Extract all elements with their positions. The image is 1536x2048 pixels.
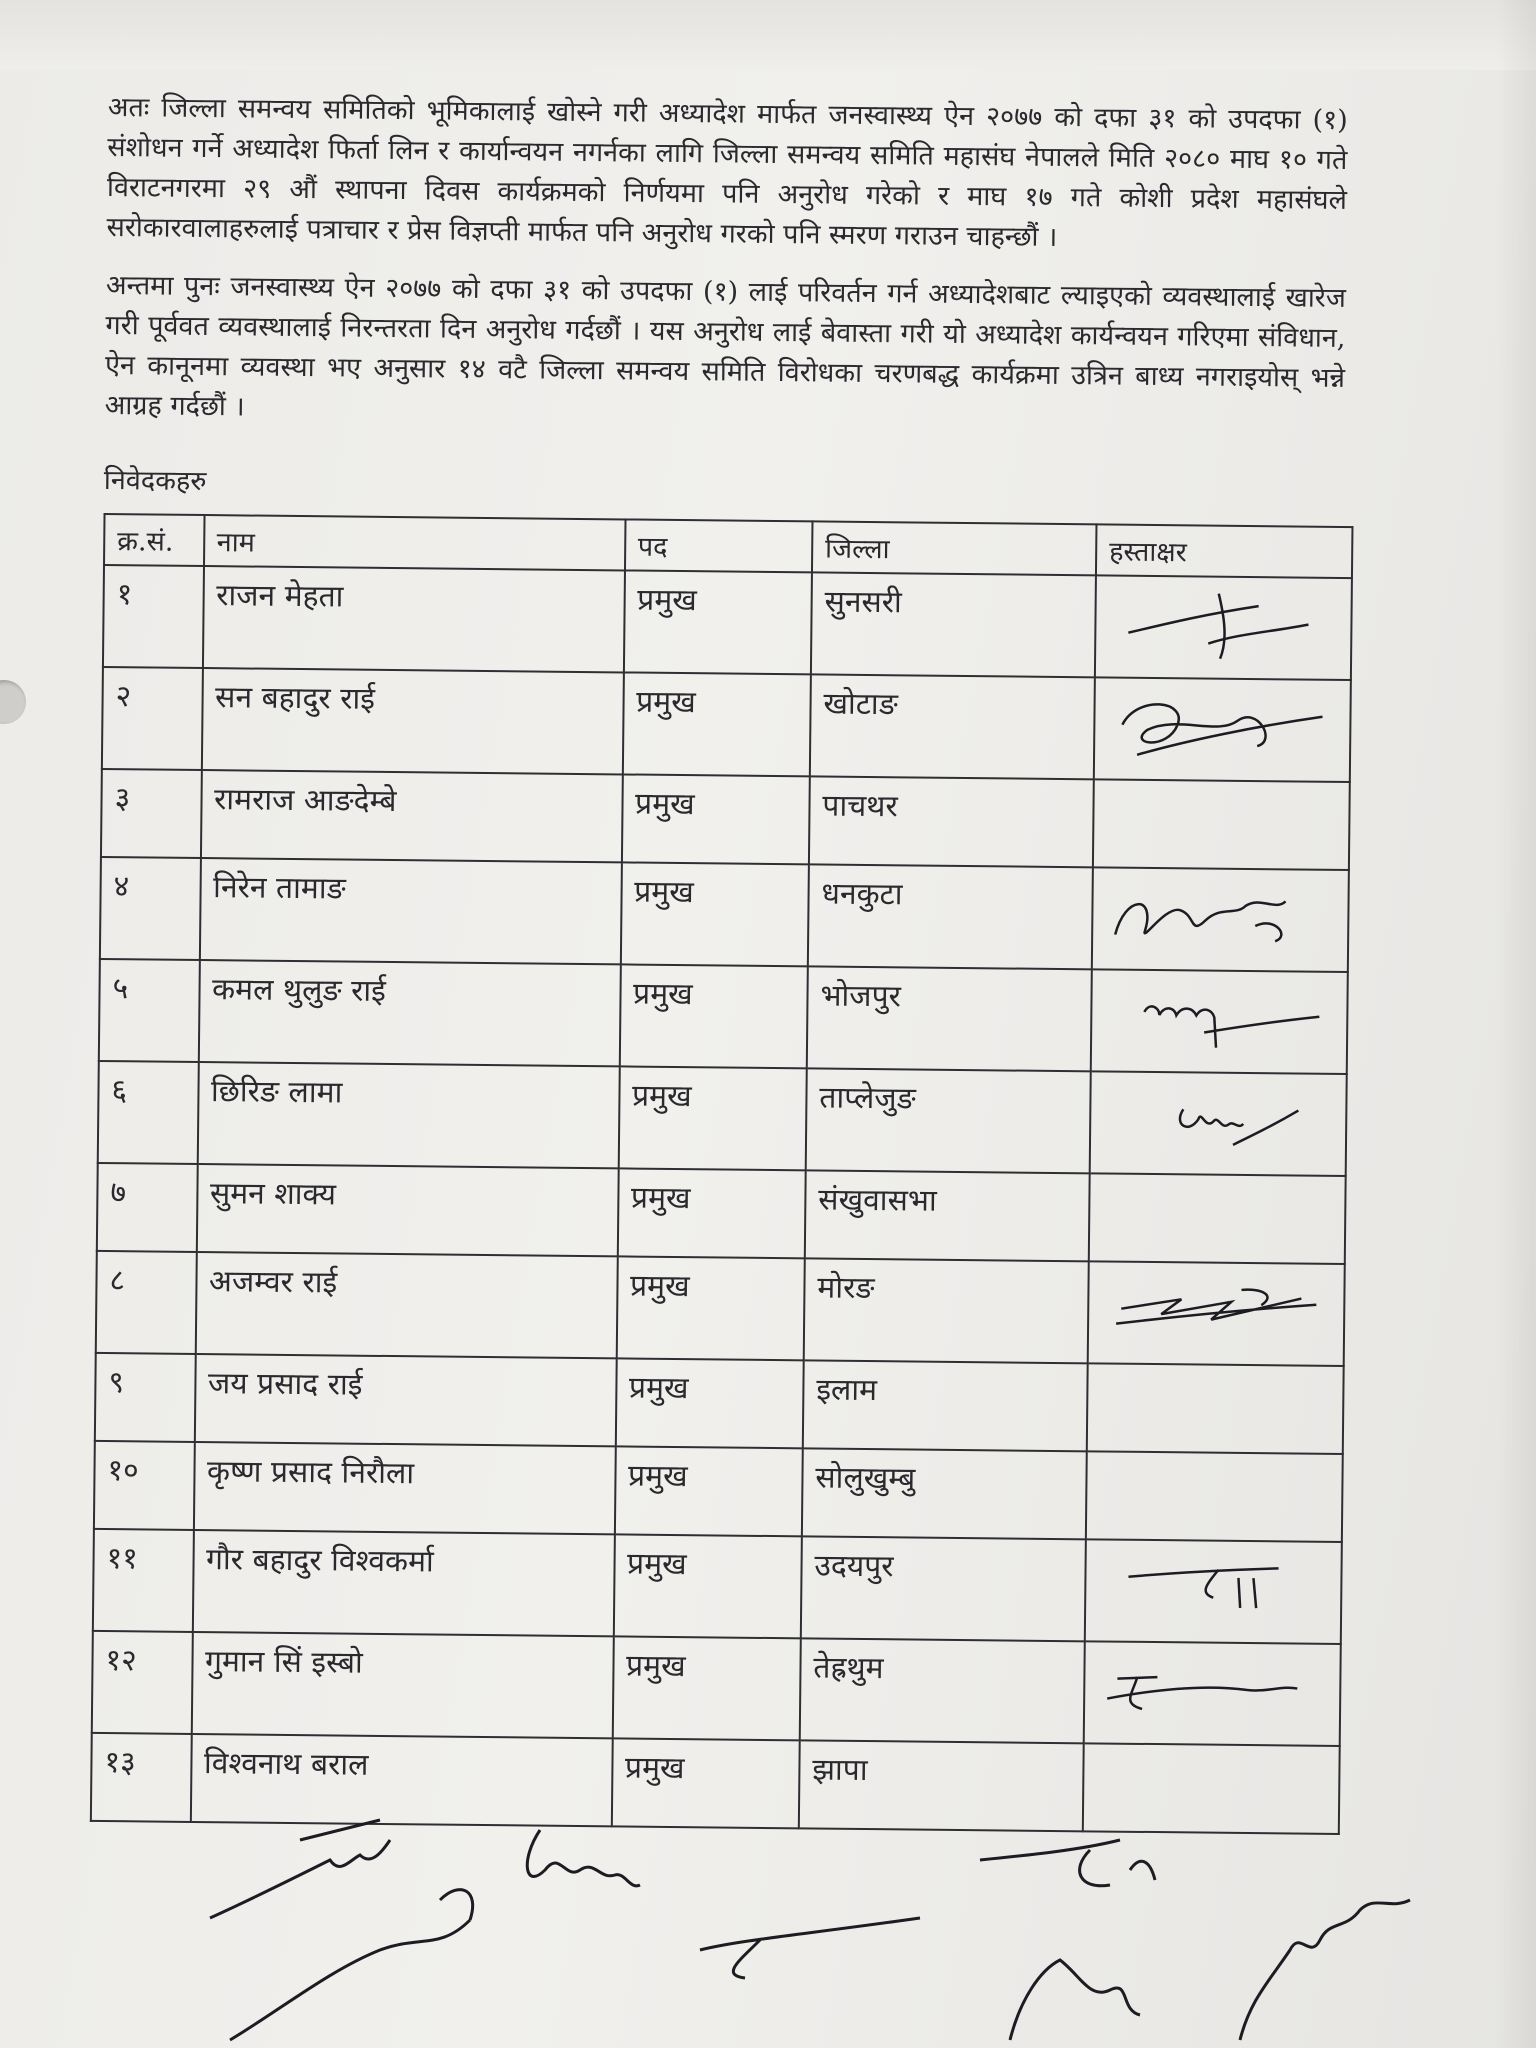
header-signature: हस्ताक्षर	[1096, 524, 1353, 578]
row-post: प्रमुख	[623, 570, 811, 674]
row-post: प्रमुख	[622, 672, 810, 776]
table-row	[101, 769, 1350, 870]
table-row	[103, 565, 1352, 680]
row-post: प्रमुख	[616, 1256, 804, 1360]
row-post: प्रमुख	[611, 1738, 799, 1828]
row-name: राजन मेहता	[202, 566, 624, 672]
loose-signature	[980, 1840, 1155, 1886]
row-signature	[1086, 1451, 1343, 1542]
row-signature	[1091, 969, 1348, 1074]
table-row	[92, 1631, 1341, 1746]
row-serial: ९	[95, 1353, 195, 1442]
row-post: प्रमुख	[612, 1636, 800, 1740]
signature-mark	[1101, 1268, 1332, 1350]
row-district: पाचथर	[809, 776, 1094, 867]
row-name: कृष्ण प्रसाद निरौला	[193, 1442, 615, 1534]
row-serial: ६	[98, 1061, 199, 1164]
row-name: रामराज आङदेम्बे	[200, 770, 622, 862]
row-serial: ३	[101, 769, 201, 858]
signature-mark	[1108, 583, 1339, 665]
signatories-table	[90, 513, 1354, 1835]
table-row	[94, 1441, 1343, 1542]
row-name: गौर बहादुर विश्वकर्मा	[192, 1530, 614, 1636]
signature-mark	[1105, 874, 1336, 956]
header-serial: क्र.सं.	[104, 514, 204, 566]
row-signature	[1088, 1261, 1345, 1366]
row-name: जय प्रसाद राई	[194, 1354, 616, 1446]
loose-signature	[700, 1918, 920, 1978]
row-serial: २	[102, 667, 203, 770]
signature-mark	[1098, 1546, 1329, 1628]
row-serial: १०	[94, 1441, 194, 1530]
row-district: धनकुटा	[808, 864, 1093, 969]
loose-signatures	[0, 1800, 1536, 2048]
row-serial: १२	[92, 1631, 193, 1734]
row-district: ताप्लेजुङ	[806, 1068, 1091, 1173]
row-post: प्रमुख	[619, 964, 807, 1068]
signature-mark	[1097, 1648, 1328, 1730]
row-district: इलाम	[803, 1360, 1088, 1451]
row-signature	[1087, 1363, 1344, 1454]
row-post: प्रमुख	[613, 1534, 801, 1638]
table-row	[93, 1529, 1342, 1644]
row-post: प्रमुख	[618, 1066, 806, 1170]
row-signature	[1084, 1641, 1341, 1746]
row-serial: १	[103, 565, 204, 668]
row-signature	[1089, 1173, 1346, 1264]
row-district: संखुवासभा	[805, 1170, 1090, 1261]
row-serial: ७	[97, 1163, 197, 1252]
loose-signature	[230, 1890, 473, 2040]
table-row	[99, 959, 1348, 1074]
signature-mark	[1104, 976, 1335, 1058]
loose-signature	[1240, 1900, 1410, 2040]
row-serial: ८	[96, 1251, 197, 1354]
header-post: पद	[625, 519, 813, 572]
row-district: मोरङ	[804, 1258, 1089, 1363]
row-district: उदयपुर	[801, 1536, 1086, 1641]
signature-mark	[1103, 1078, 1334, 1160]
row-signature	[1094, 677, 1351, 782]
loose-signature	[527, 1830, 640, 1886]
table-row	[96, 1251, 1345, 1366]
row-serial: ४	[100, 857, 201, 960]
row-name: निरेन तामाङ	[199, 858, 621, 964]
header-district: जिल्ला	[812, 521, 1097, 575]
row-district: झापा	[799, 1740, 1084, 1831]
table-row	[95, 1353, 1344, 1454]
document-body	[90, 88, 1348, 1835]
row-name: अजम्वर राई	[195, 1252, 617, 1358]
row-signature	[1093, 779, 1350, 870]
loose-signature	[1010, 1960, 1140, 2040]
row-district: सोलुखुम्बु	[802, 1448, 1087, 1539]
row-signature	[1085, 1539, 1342, 1644]
paragraph-request: अतः जिल्ला समन्वय समितिको भूमिकालाई खोस्ने गरी अध्यादेश मार्फत जनस्वास्थ्य ऐन २०७७ को दफा ३१ को उपदफा (१) संशोधन गर्ने अध्यादेश फिर्ता लिन र कार्यान्वयन नगर्नका लागि जिल्ला समन्वय समिति महासंघ नेपालले मिति २०८० माघ १० गते विराटनगरमा २९ औं स्थापना दिवस कार्यक्रमको निर्णयमा पनि अनुरोध गरेको र माघ १७ गते कोशी प्रदेश महासंघले सरोकारवालाहरुलाई पत्राचार र प्रेस विज्ञप्ती मार्फत पनि अनुरोध गरको पनि स्मरण गराउन चाहन्छौं ।	[106, 91, 1348, 253]
loose-signature	[210, 1820, 390, 1918]
row-name: कमल थुलुङ राई	[198, 960, 620, 1066]
row-post: प्रमुख	[615, 1358, 803, 1448]
table-row	[98, 1061, 1347, 1176]
table-row	[100, 857, 1349, 972]
row-district: भोजपुर	[807, 966, 1092, 1071]
row-post: प्रमुख	[620, 862, 808, 966]
paragraph-conclusion: अन्तमा पुनः जनस्वास्थ्य ऐन २०७७ को दफा ३१ को उपदफा (१) लाई परिवर्तन गर्न अध्यादेशबाट ल्याइएको व्यवस्थालाई खारेज गरी पूर्ववत व्यवस्थालाई निरन्तरता दिन अनुरोध गर्दछौं । यस अनुरोध लाई बेवास्ता गरी यो अध्यादेश कार्यन्वयन गरिएमा संविधान, ऐन कानूनमा व्यवस्था भए अनुसार १४ वटै जिल्ला समन्वय समिति विरोधका चरणबद्ध कार्यक्रमा उत्रिन बाध्य नगराइयोस् भन्ने आग्रह गर्दछौं ।	[104, 269, 1347, 423]
table-row	[102, 667, 1351, 782]
row-serial: १३	[91, 1733, 191, 1822]
row-district: खोटाङ	[810, 674, 1095, 779]
row-name: सुमन शाक्य	[196, 1164, 618, 1256]
row-post: प्रमुख	[617, 1168, 805, 1258]
table-row	[97, 1163, 1346, 1264]
paper-edge-shadow	[1496, 0, 1536, 2048]
row-post: प्रमुख	[614, 1446, 802, 1536]
header-name: नाम	[204, 515, 626, 570]
punch-hole	[0, 680, 26, 724]
row-serial: ५	[99, 959, 200, 1062]
signature-mark	[1107, 685, 1338, 767]
row-name: सन बहादुर राई	[201, 668, 623, 774]
row-serial: ११	[93, 1529, 194, 1632]
row-district: तेह्रथुम	[800, 1638, 1085, 1743]
row-name: छिरिङ लामा	[197, 1062, 619, 1168]
row-signature	[1090, 1071, 1347, 1176]
row-post: प्रमुख	[621, 774, 809, 864]
petitioners-label: निवेदकहरु	[103, 464, 207, 498]
row-signature	[1092, 867, 1349, 972]
paper-fold	[0, 0, 1536, 70]
row-district: सुनसरी	[811, 572, 1096, 677]
row-name: विश्वनाथ बराल	[190, 1734, 612, 1826]
row-name: गुमान सिं इस्बो	[191, 1632, 613, 1738]
row-signature	[1095, 575, 1352, 680]
